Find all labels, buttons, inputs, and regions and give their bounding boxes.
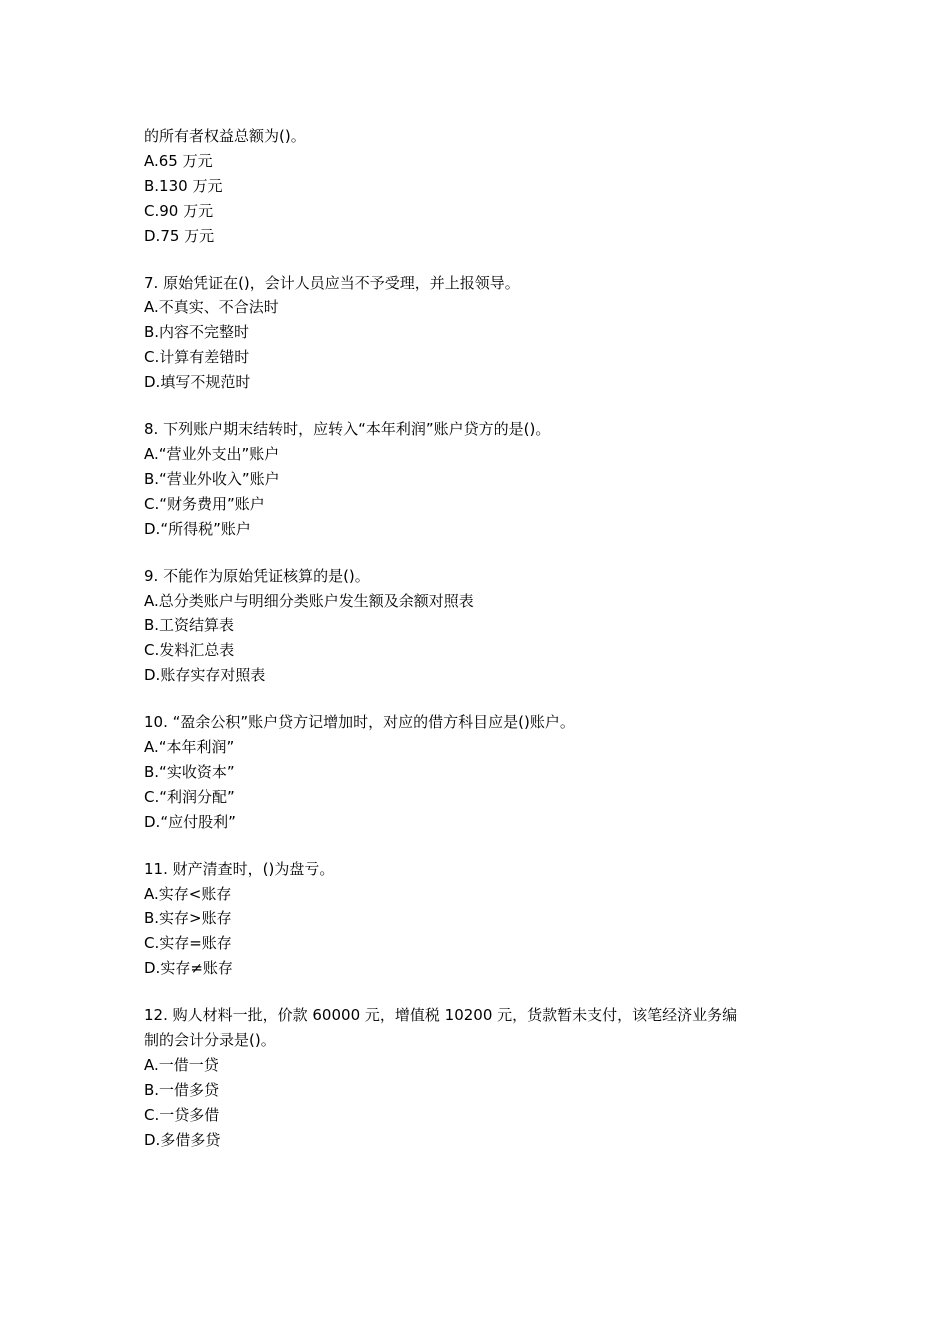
- option-d: D.多借多贷: [144, 1130, 221, 1149]
- option-c: C.发料汇总表: [144, 641, 235, 660]
- option-d: D.75 万元: [144, 226, 215, 245]
- document-page: [144, 124, 804, 1153]
- option-c: C.计算有差错时: [144, 348, 250, 367]
- option-d: D.填写不规范时: [144, 373, 251, 392]
- option-c: C.“财务费用”账户: [144, 494, 265, 513]
- option-b: B.实存>账存: [144, 909, 232, 928]
- question-11: [144, 857, 804, 982]
- question-8: [144, 417, 804, 542]
- question-stem: 的所有者权益总额为()。: [144, 127, 306, 145]
- option-d: D.“应付股利”: [144, 812, 236, 831]
- question-7: [144, 271, 804, 396]
- question-stem: 8. 下列账户期末结转时，应转入“本年利润”账户贷方的是()。: [144, 420, 551, 439]
- question-12: [144, 1003, 804, 1152]
- option-c: C.90 万元: [144, 201, 214, 220]
- question-stem-line-1: 12. 购人材料一批，价款 60000 元，增值税 10200 元，货款暂未支付，该笔经济业务编: [144, 1006, 738, 1025]
- question-9: [144, 564, 804, 689]
- option-a: A.一借一贷: [144, 1056, 219, 1074]
- option-a: A.实存<账存: [144, 884, 232, 903]
- option-b: B.工资结算表: [144, 616, 235, 635]
- option-b: B.一借多贷: [144, 1080, 220, 1099]
- option-d: D.账存实存对照表: [144, 666, 266, 685]
- option-a: A.总分类账户与明细分类账户发生额及余额对照表: [144, 591, 474, 610]
- option-a: A.65 万元: [144, 151, 213, 170]
- option-b: B.“营业外收入”账户: [144, 469, 280, 488]
- option-a: A.不真实、不合法时: [144, 298, 279, 317]
- option-a: A.“本年利润”: [144, 738, 235, 757]
- option-b: B.内容不完整时: [144, 323, 250, 342]
- option-c: C.“利润分配”: [144, 787, 235, 806]
- option-b: B.130 万元: [144, 176, 223, 195]
- question-stem: 10. “盈余公积”账户贷方记增加时，对应的借方科目应是()账户。: [144, 713, 575, 732]
- option-d: D.实存≠账存: [144, 959, 233, 978]
- question-stem-line-2: 制的会计分录是()。: [144, 1031, 276, 1050]
- question-10: [144, 710, 804, 835]
- option-c: C.一贷多借: [144, 1105, 220, 1124]
- option-b: B.“实收资本”: [144, 762, 235, 781]
- question-stem: 9. 不能作为原始凭证核算的是()。: [144, 566, 370, 585]
- option-d: D.“所得税”账户: [144, 519, 251, 538]
- question-6-continuation: [144, 124, 804, 249]
- option-a: A.“营业外支出”账户: [144, 444, 280, 463]
- option-c: C.实存=账存: [144, 934, 232, 953]
- question-stem: 11. 财产清查时，()为盘亏。: [144, 859, 335, 878]
- question-stem: 7. 原始凭证在()，会计人员应当不予受理，并上报领导。: [144, 273, 520, 292]
